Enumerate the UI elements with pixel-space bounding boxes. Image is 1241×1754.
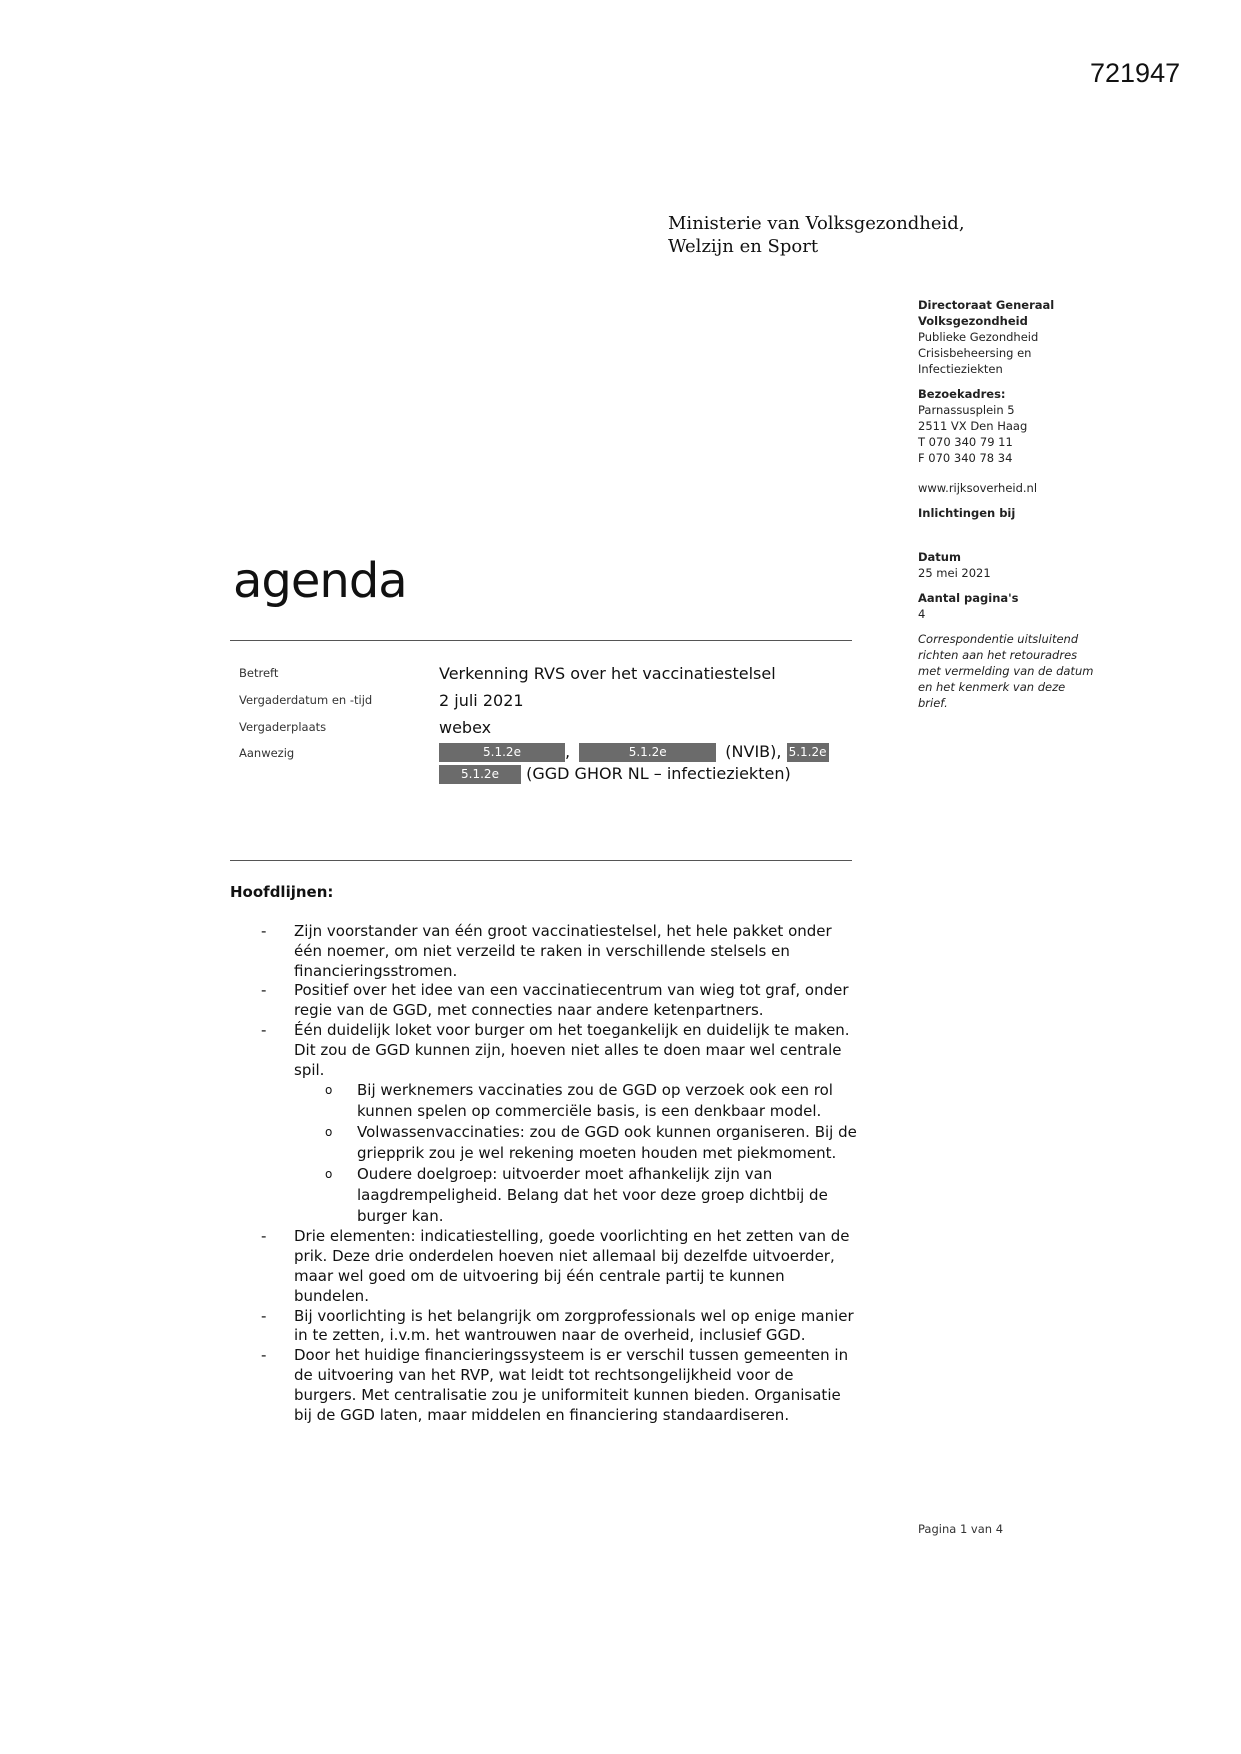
list-item-line: prik. Deze drie onderdelen hoeven niet allemaal bij dezelfde uitvoerder, (294, 1247, 835, 1266)
aanwezig-line-1 (439, 742, 829, 762)
sub-list-item-line: griepprik zou je wel rekening moeten houden met piekmoment. (357, 1144, 837, 1163)
aanwezig-nvib: (NVIB), (725, 742, 782, 761)
sub-list-item-line: Bij werknemers vaccinaties zou de GGD op verzoek ook een rol (357, 1081, 833, 1100)
betreft-label: Betreft (239, 666, 279, 680)
pages-label: Aantal pagina's (918, 591, 1019, 605)
date-label: Datum (918, 550, 961, 564)
dept-line-2: Crisisbeheersing en (918, 346, 1032, 360)
redaction-box: 5.1.2e (439, 765, 521, 784)
ministry-line-1: Ministerie van Volksgezondheid, (668, 213, 965, 234)
betreft-value: Verkenning RVS over het vaccinatiestelsel (439, 664, 776, 683)
sidebar-info (918, 297, 1118, 711)
note-line-2: richten aan het retouradres (918, 648, 1078, 662)
website-link[interactable]: www.rijksoverheid.nl (918, 481, 1038, 495)
date-value: 25 mei 2021 (918, 566, 991, 580)
list-item-line: spil. (294, 1060, 325, 1079)
datum-label: Vergaderdatum en -tijd (239, 693, 373, 707)
visit-address-label: Bezoekadres: (918, 387, 1006, 401)
dash-marker: - (261, 981, 267, 1000)
dash-marker: - (261, 1020, 267, 1039)
list-item-line: Zijn voorstander van één groot vaccinatiestelsel, het hele pakket onder (294, 922, 832, 940)
address-line-1: Parnassusplein 5 (918, 403, 1015, 417)
ministry-logo-text (668, 212, 965, 258)
note-line-5: brief. (918, 696, 948, 710)
list-item-line: Door het huidige financieringssysteem is er verschil tussen gemeenten in (294, 1346, 849, 1365)
divider-top (230, 640, 852, 641)
sub-list-item-line: burger kan. (357, 1207, 444, 1226)
list-item-line: Drie elementen: indicatiestelling, goede voorlichting en het zetten van de (294, 1227, 850, 1246)
list-item-line: in te zetten, i.v.m. het wantrouwen naar de overheid, inclusief GGD. (294, 1326, 806, 1345)
datum-value: 2 juli 2021 (439, 691, 524, 710)
sub-list-item-line: laagdrempeligheid. Belang dat het voor deze groep dichtbij de (357, 1186, 828, 1205)
note-line-1: Correspondentie uitsluitend (918, 632, 1079, 646)
aanwezig-ggd: (GGD GHOR NL – infectieziekten) (526, 764, 791, 783)
redaction-box: 5.1.2e (787, 743, 829, 762)
dash-marker: - (261, 922, 267, 940)
circle-marker: o (325, 1083, 333, 1098)
pages-value: 4 (918, 607, 926, 621)
sub-list-item-line: Volwassenvaccinaties: zou de GGD ook kunnen organiseren. Bij de (357, 1123, 857, 1142)
list-item (255, 1021, 915, 1227)
document-number: 721947 (1090, 58, 1181, 88)
dept-line-1: Publieke Gezondheid (918, 330, 1039, 344)
circle-marker: o (325, 1125, 333, 1140)
list-item-line: Positief over het idee van een vaccinatiecentrum van wieg tot graf, onder (294, 981, 849, 1000)
sub-list-item (255, 1122, 915, 1164)
list-item (255, 1346, 915, 1425)
list-item (255, 1307, 915, 1347)
dg-line-1: Directoraat Generaal (918, 298, 1055, 312)
sub-list (294, 1080, 915, 1227)
circle-marker: o (325, 1167, 333, 1182)
dash-marker: - (261, 1346, 267, 1365)
address-line-2: 2511 VX Den Haag (918, 419, 1028, 433)
sub-list-item-line: kunnen spelen op commerciële basis, is een denkbaar model. (357, 1102, 822, 1121)
note-line-3: met vermelding van de datum (918, 664, 1094, 678)
aanwezig-line-2 (439, 764, 791, 784)
list-item (255, 981, 915, 1021)
page-title: agenda (233, 553, 407, 609)
plaats-value: webex (439, 718, 492, 737)
redaction-box: 5.1.2e (439, 743, 565, 762)
ministry-line-2: Welzijn en Sport (668, 236, 819, 257)
bullet-list-container (255, 922, 915, 1425)
fax-number: F 070 340 78 34 (918, 451, 1013, 465)
page-footer: Pagina 1 van 4 (918, 1522, 1004, 1536)
plaats-label: Vergaderplaats (239, 720, 327, 734)
phone-number: T 070 340 79 11 (918, 435, 1013, 449)
dg-line-2: Volksgezondheid (918, 314, 1028, 328)
info-label: Inlichtingen bij (918, 506, 1016, 520)
list-item (255, 1227, 915, 1306)
list-item-line: burgers. Met centralisatie zou je uniformiteit kunnen bieden. Organisatie (294, 1385, 841, 1404)
aanwezig-label: Aanwezig (239, 746, 295, 760)
list-item-line: Dit zou de GGD kunnen zijn, hoeven niet alles te doen maar wel centrale (294, 1040, 842, 1059)
list-item-line: Bij voorlichting is het belangrijk om zorgprofessionals wel op enige manier (294, 1306, 854, 1325)
list-item-line: financieringsstromen. (294, 961, 458, 980)
dept-line-3: Infectieziekten (918, 362, 1003, 376)
list-item-line: Één duidelijk loket voor burger om het toegankelijk en duidelijk te maken. (294, 1020, 850, 1039)
list-item-line: regie van de GGD, met connecties naar andere ketenpartners. (294, 1001, 764, 1020)
divider-bottom (230, 860, 852, 861)
list-item (255, 922, 915, 981)
list-item-line: de uitvoering van het RVP, wat leidt tot rechtsongelijkheid voor de (294, 1365, 794, 1384)
dash-marker: - (261, 1306, 267, 1325)
list-item-line: één noemer, om niet verzeild te raken in verschillende stelsels en (294, 941, 790, 960)
sub-list-item (255, 1080, 915, 1122)
sub-list-item (255, 1164, 915, 1227)
aanwezig-comma: , (565, 742, 571, 761)
dash-marker: - (261, 1227, 267, 1246)
list-item-line: bundelen. (294, 1286, 369, 1305)
redaction-box: 5.1.2e (579, 743, 716, 762)
bullet-list (255, 922, 915, 1425)
section-heading: Hoofdlijnen: (230, 883, 334, 901)
note-line-4: en het kenmerk van deze (918, 680, 1066, 694)
list-item-line: bij de GGD laten, maar middelen en financiering standaardiseren. (294, 1405, 790, 1424)
sub-list-item-line: Oudere doelgroep: uitvoerder moet afhankelijk zijn van (357, 1165, 773, 1184)
list-item-line: maar wel goed om de uitvoering bij één centrale partij te kunnen (294, 1266, 785, 1285)
